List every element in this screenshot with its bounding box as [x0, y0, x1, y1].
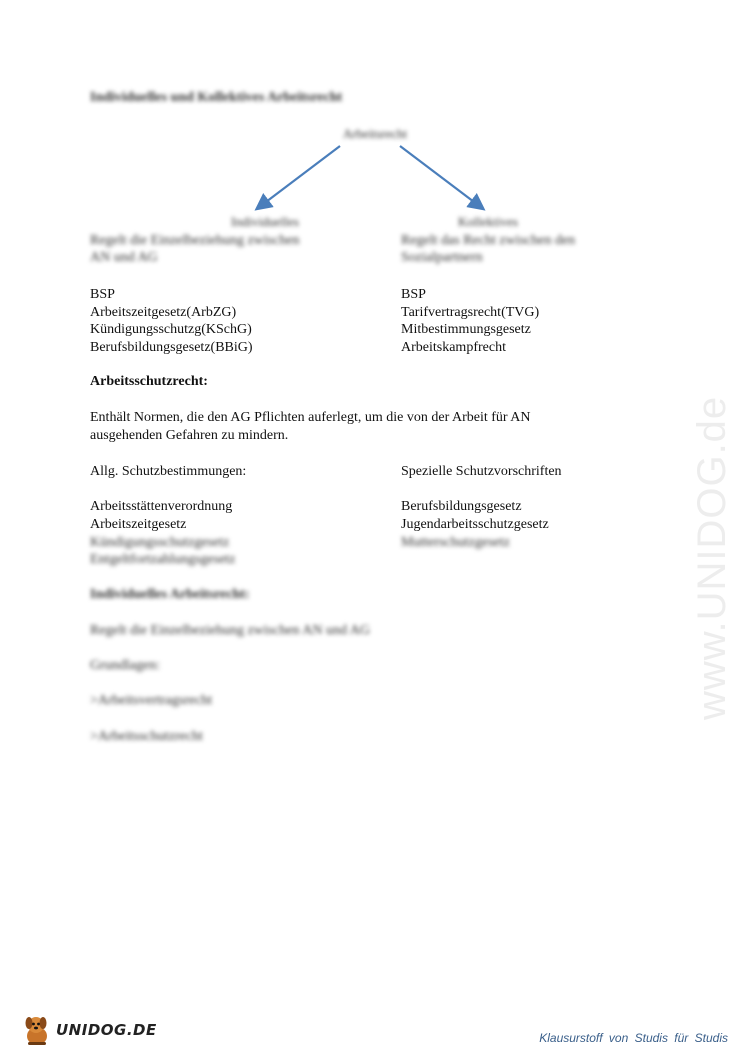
schutz-right-item-0: Berufsbildungsgesetz: [401, 499, 522, 514]
examples-left-2: Kündigungsschutzg(KSchG): [90, 322, 252, 337]
diagram-right-desc-1: Regelt das Recht zwischen den: [401, 233, 576, 248]
diagram-right-desc-2: Sozialpartnern: [401, 250, 483, 265]
arbeitsschutz-heading: Arbeitsschutzrecht:: [90, 374, 208, 389]
examples-left-3: Berufsbildungsgesetz(BBiG): [90, 339, 253, 355]
dog-mascot-icon: [22, 1014, 52, 1046]
diagram-right-label: Kollektives: [458, 214, 518, 229]
individuelles-line-3: >Arbeitsvertragsrecht: [90, 693, 213, 708]
individuelles-line-2: Grundlagen:: [90, 658, 160, 673]
diagram-left-desc-2: AN und AG: [90, 250, 158, 265]
schutz-right-item-1: Jugendarbeitsschutzgesetz: [401, 517, 549, 532]
arrow-left: [258, 146, 340, 208]
schutz-left-heading: Allg. Schutzbestimmungen:: [90, 464, 247, 479]
schutz-left-item-3: Entgeltfortzahlungsgesetz: [90, 552, 236, 567]
diagram-root: Arbeitsrecht: [342, 126, 408, 141]
schutz-left-item-0: Arbeitsstättenverordnung: [90, 499, 233, 514]
arbeitsschutz-para-2: ausgehenden Gefahren zu mindern.: [90, 428, 289, 443]
watermark: www.UNIDOG.de: [690, 395, 734, 720]
schutz-left-item-2: Kündigungsschutzgesetz: [90, 535, 230, 550]
footer-logo[interactable]: [22, 1014, 157, 1046]
document-title: Individuelles und Kollektives Arbeitsrecht: [90, 90, 343, 105]
individuelles-line-4: >Arbeitsschutzrecht: [90, 729, 203, 744]
examples-left-0: BSP: [90, 287, 115, 302]
logo-text: UNIDOG.DE: [56, 1021, 157, 1039]
footer-tagline: Klausurstoff von Studis für Studis: [539, 1031, 728, 1045]
examples-right-3: Arbeitskampfrecht: [401, 339, 506, 355]
arrow-right: [400, 146, 482, 208]
arbeitsschutz-para-1: Enthält Normen, die den AG Pflichten auferlegt, um die von der Arbeit für AN: [90, 410, 531, 425]
examples-right-1: Tarifvertragsrecht(TVG): [401, 304, 540, 320]
examples-right-2: Mitbestimmungsgesetz: [401, 322, 531, 337]
diagram-left-label: Individuelles: [231, 214, 299, 229]
examples-right-0: BSP: [401, 287, 426, 302]
schutz-left-item-1: Arbeitszeitgesetz: [90, 517, 187, 532]
diagram-left-desc-1: Regelt die Einzelbeziehung zwischen: [90, 233, 300, 248]
individuelles-heading: Individuelles Arbeitsrecht:: [90, 587, 250, 602]
schutz-right-item-2: Mutterschutzgesetz: [401, 535, 510, 550]
examples-left-1: Arbeitszeitgesetz(ArbZG): [90, 304, 237, 320]
individuelles-line-1: Regelt die Einzelbeziehung zwischen AN und AG: [90, 623, 370, 638]
schutz-right-heading: Spezielle Schutzvorschriften: [401, 464, 562, 479]
diagram-arrows: [240, 140, 500, 220]
